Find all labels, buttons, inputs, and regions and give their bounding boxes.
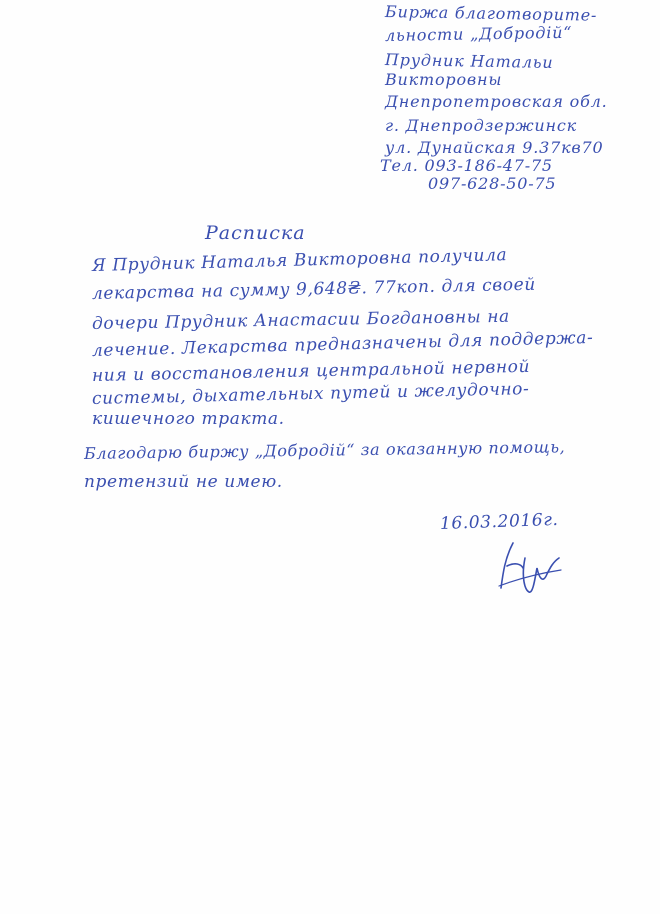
address-line: ул. Дунайская 9.37кв70 bbox=[385, 138, 604, 157]
body-line: ния и восстановления центральной нервной bbox=[91, 356, 531, 386]
body-line: лечение. Лекарства предназначены для поддержа- bbox=[91, 327, 594, 361]
address-line: Тел. 093-186-47-75 bbox=[380, 156, 553, 175]
address-line: льности „Добродій“ bbox=[384, 22, 573, 45]
thanks-line: претензий не имею. bbox=[84, 472, 283, 492]
thanks-line: Благодарю биржу „Добродій“ за оказанную помощь, bbox=[83, 437, 566, 463]
address-line: Биржа благотворите- bbox=[384, 2, 598, 25]
address-line: Прудник Натальи bbox=[384, 50, 554, 72]
body-line: дочери Прудник Анастасии Богдановны на bbox=[91, 306, 510, 334]
address-line: г. Днепродзержинск bbox=[385, 116, 577, 135]
body-line: лекарства на сумму 9,648₴. 77коп. для своей bbox=[91, 274, 537, 304]
address-line: 097-628-50-75 bbox=[428, 174, 557, 193]
address-line: Викторовны bbox=[385, 70, 503, 89]
body-line: системы, дыхательных путей и желудочно- bbox=[91, 379, 530, 409]
body-line: Я Прудник Наталья Викторовна получила bbox=[91, 245, 508, 276]
date: 16.03.2016г. bbox=[439, 509, 559, 534]
page-title: Расписка bbox=[205, 222, 306, 244]
address-line: Днепропетровская обл. bbox=[385, 92, 608, 111]
body-line: кишечного тракта. bbox=[92, 409, 285, 429]
signature bbox=[495, 538, 565, 598]
